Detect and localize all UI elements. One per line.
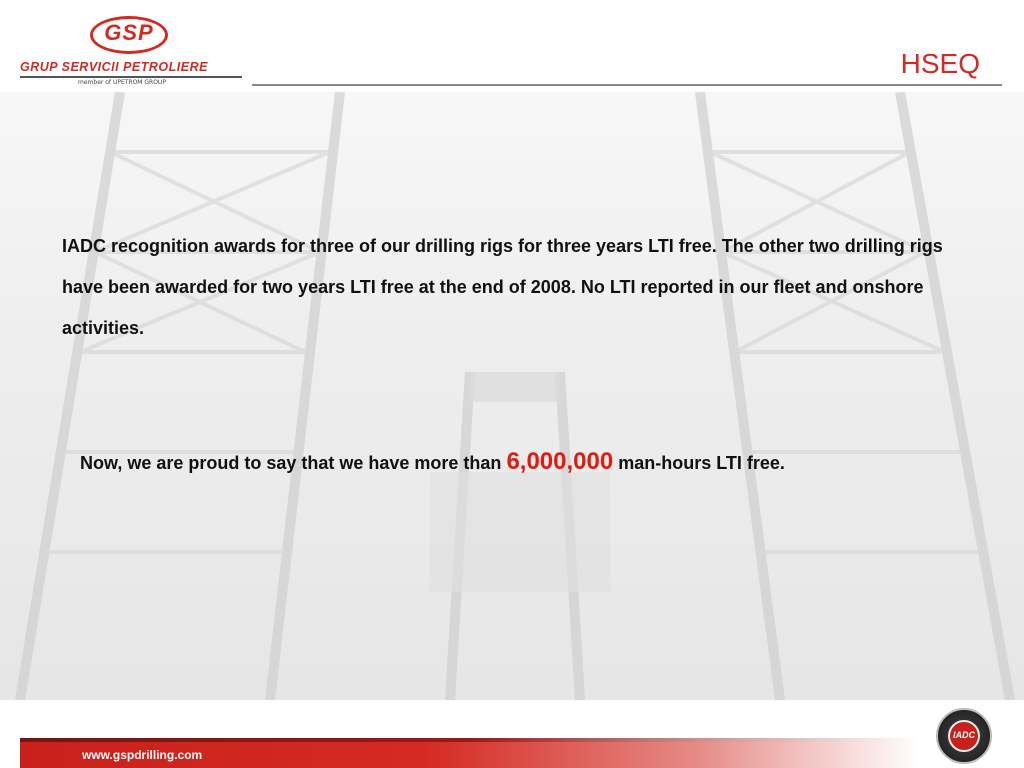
background-drilling-rig-photo — [0, 92, 1024, 700]
rig-silhouette — [0, 92, 1024, 700]
paragraph-iadc-awards: IADC recognition awards for three of our drilling rigs for three years LTI free. The other two drilling rigs have been awarded for two years LTI free at the end of 2008. No LTI reported in our fleet and onshore activities. — [62, 236, 943, 338]
footer — [0, 700, 1024, 768]
iadc-badge-label: IADC — [953, 730, 975, 740]
logo-underline — [20, 76, 242, 78]
title-divider — [252, 84, 1002, 86]
logo-subtitle: member of UPETROM GROUP — [78, 79, 166, 86]
paragraph2-text-before: Now, we are proud to say that we have more than — [80, 453, 507, 473]
iadc-badge-icon — [936, 708, 992, 764]
paragraph-man-hours — [80, 448, 940, 477]
section-title: HSEQ — [900, 48, 980, 79]
company-logo — [18, 12, 248, 92]
man-hours-figure: 6,000,000 — [506, 448, 614, 475]
iadc-badge-center — [948, 720, 980, 752]
paragraph2-text-after: man-hours LTI free. — [613, 453, 785, 473]
header — [0, 0, 1024, 92]
logo-name: GRUP SERVICII PETROLIERE — [20, 60, 208, 74]
website-link[interactable]: www.gspdrilling.com — [82, 748, 203, 762]
logo-mark: GSP — [104, 20, 154, 45]
